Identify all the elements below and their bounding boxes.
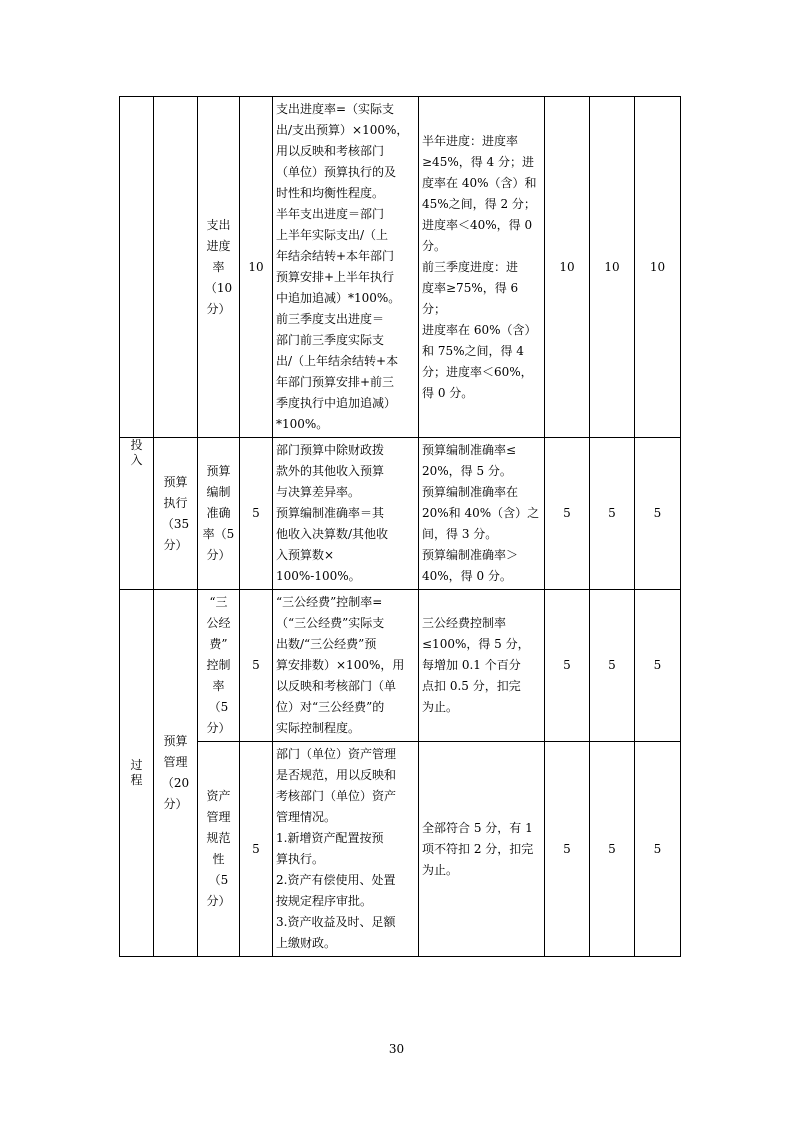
indicator-name: “三 公经 费” 控制 率 （5 分） xyxy=(206,595,231,735)
indicator-definition: 部门预算中除财政拨 款外的其他收入预算 与决算差异率。 预算编制准确率＝其 他收入决算数/其他收 入预算数× 100%-100%。 xyxy=(276,443,389,583)
definition-cell xyxy=(273,742,419,957)
weight-cell: 5 xyxy=(240,590,273,742)
indicator-definition: “三公经费”控制率= （“三公经费”实际支 出数/“三公经费”预 算安排数）×100%，用 以反映和考核部门（单 位）对“三公经费”的 实际控制程度。 xyxy=(276,595,405,735)
indicator-definition: 支出进度率=（实际支 出/支出预算）×100%， 用以反映和考核部门 （单位）预算执行的及 时性和均衡性程度。 半年支出进度＝部门 上半年实际支出/（上 年结余结转+本年部门 预算安排+上半年执行 中追加追减）*100%。 前三季度支出进度＝ 部门前三季度实际支 出/（上年结余结转+本 年部门预算安排+前三 季度执行中追加追减） *100%。 xyxy=(276,102,409,431)
level1-label: 过 程 xyxy=(130,758,143,787)
score-cell: 5 xyxy=(635,742,681,957)
level1-cell xyxy=(120,438,154,590)
score-cell: 10 xyxy=(635,97,681,438)
level3-cell xyxy=(198,438,240,590)
standard-cell xyxy=(419,742,545,957)
score-cell: 5 xyxy=(590,742,635,957)
weight-cell: 10 xyxy=(240,97,273,438)
level2-label: 预算 管理 （20 分） xyxy=(161,734,190,811)
indicator-name: 预算 编制 准确 率（5 分） xyxy=(202,464,235,562)
score-cell: 5 xyxy=(635,590,681,742)
score-cell: 5 xyxy=(635,438,681,590)
standard-cell xyxy=(419,97,545,438)
definition-cell xyxy=(273,438,419,590)
score-cell: 5 xyxy=(590,590,635,742)
evaluation-table xyxy=(119,96,681,957)
level2-cell xyxy=(154,590,198,957)
standard-cell xyxy=(419,438,545,590)
scoring-standard: 三公经费控制率 ≤100%，得 5 分， 每增加 0.1 个百分 点扣 0.5 分，扣完 为止。 xyxy=(422,616,530,714)
definition-cell xyxy=(273,97,419,438)
standard-cell xyxy=(419,590,545,742)
level2-cell xyxy=(154,438,198,590)
level2-label: 预算 执行 （35 分） xyxy=(161,474,190,552)
level1-cell xyxy=(120,590,154,957)
indicator-name: 资产 管理 规范 性 （5 分） xyxy=(206,789,231,908)
weight-cell: 5 xyxy=(240,742,273,957)
weight-cell: 5 xyxy=(240,438,273,590)
table-row xyxy=(120,742,681,957)
score-cell: 5 xyxy=(545,438,590,590)
scoring-standard: 全部符合 5 分，有 1 项不符扣 2 分，扣完 为止。 xyxy=(422,820,534,877)
level3-cell xyxy=(198,742,240,957)
indicator-name: 支出 进度 率 （10 分） xyxy=(204,217,233,316)
score-cell: 10 xyxy=(545,97,590,438)
level2-cell xyxy=(154,97,198,438)
score-cell: 5 xyxy=(545,742,590,957)
table-row xyxy=(120,97,681,438)
table-row xyxy=(120,590,681,742)
scoring-standard: 半年进度：进度率 ≥45%，得 4 分；进 度率在 40%（含）和 45%之间，得 2 分； 进度率＜40%，得 0 分。 前三季度进度：进 度率≥75%，得 6 分； 进度率在 60%（含） 和 75%之间，得 4 分；进度率＜60%， 得 0 分。 xyxy=(422,133,537,400)
level3-cell xyxy=(198,590,240,742)
level1-label: 投 入 xyxy=(130,438,143,467)
table-row xyxy=(120,438,681,590)
level1-cell xyxy=(120,97,154,438)
score-cell: 5 xyxy=(545,590,590,742)
page-number: 30 xyxy=(388,1042,405,1056)
definition-cell xyxy=(273,590,419,742)
score-cell: 5 xyxy=(590,438,635,590)
level3-cell xyxy=(198,97,240,438)
scoring-standard: 预算编制准确率≤ 20%，得 5 分。 预算编制准确率在 20%和 40%（含）之 间，得 3 分。 预算编制准确率＞ 40%，得 0 分。 xyxy=(422,443,540,583)
score-cell: 10 xyxy=(590,97,635,438)
indicator-definition: 部门（单位）资产管理 是否规范，用以反映和 考核部门（单位）资产 管理情况。 1.新增资产配置按预 算执行。 2.资产有偿使用、处置 按规定程序审批。 3.资产收益及时、足额 上缴财政。 xyxy=(276,747,397,950)
